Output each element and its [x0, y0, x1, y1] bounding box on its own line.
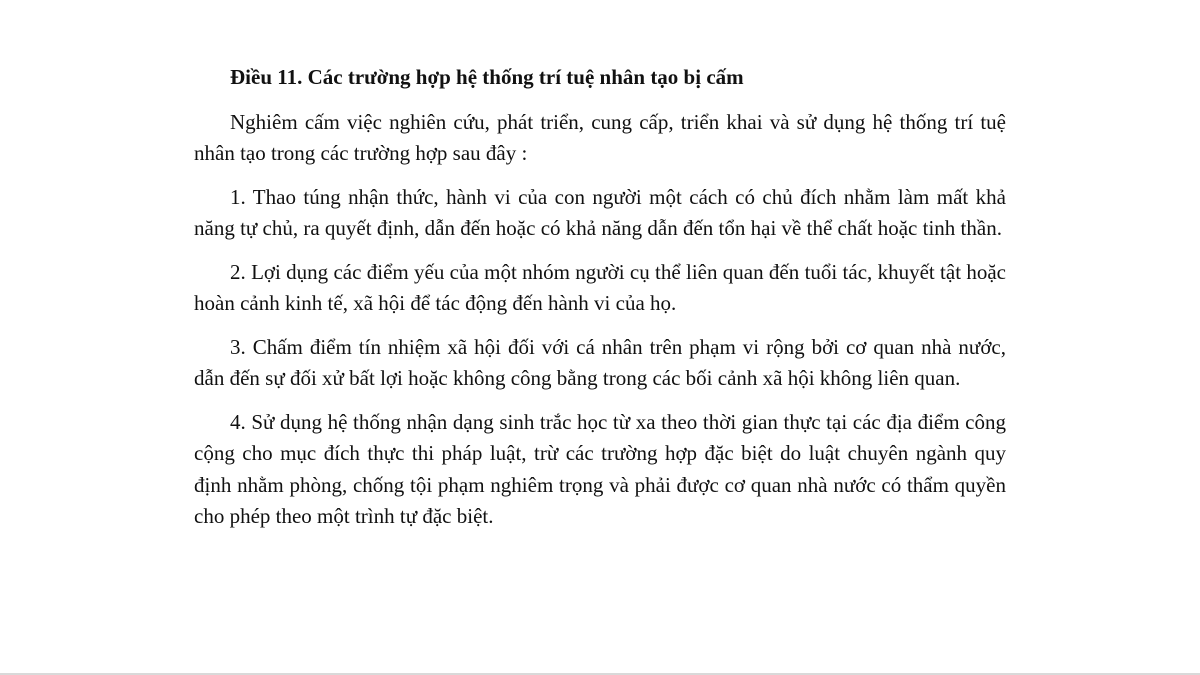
article-item-2: 2. Lợi dụng các điểm yếu của một nhóm người cụ thể liên quan đến tuổi tác, khuyết tật hoặc hoàn cảnh kinh tế, xã hội để tác động đến hành vi của họ.: [194, 259, 1006, 315]
article-intro: Nghiêm cấm việc nghiên cứu, phát triển, cung cấp, triển khai và sử dụng hệ thống trí tuệ nhân tạo trong các trường hợp sau đây :: [194, 109, 1006, 165]
article-item-4: 4. Sử dụng hệ thống nhận dạng sinh trắc học từ xa theo thời gian thực tại các địa điểm công cộng cho mục đích thực thi pháp luật, trừ các trường hợp đặc biệt do luật chuyên ngành quy định nhằm phòng, chống tội phạm nghiêm trọng và phải được cơ quan nhà nước có thẩm quyền cho phép theo một trình tự đặc biệt.: [194, 409, 1006, 528]
article-item-1: 1. Thao túng nhận thức, hành vi của con người một cách có chủ đích nhằm làm mất khả năng tự chủ, ra quyết định, dẫn đến hoặc có khả năng dẫn đến tổn hại về thể chất hoặc tinh thần.: [194, 184, 1006, 240]
document-page: [194, 62, 1006, 545]
article-item-3: 3. Chấm điểm tín nhiệm xã hội đối với cá nhân trên phạm vi rộng bởi cơ quan nhà nước, dẫn đến sự đối xử bất lợi hoặc không công bằng trong các bối cảnh xã hội không liên quan.: [194, 334, 1006, 390]
article-heading: Điều 11. Các trường hợp hệ thống trí tuệ nhân tạo bị cấm: [230, 65, 744, 89]
